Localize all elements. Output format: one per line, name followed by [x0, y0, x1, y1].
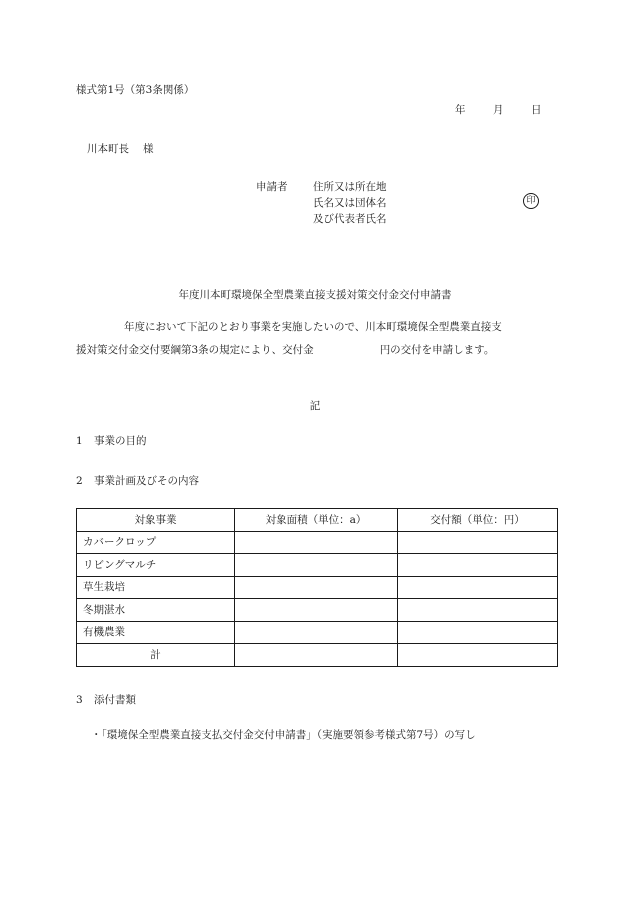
- area-cell[interactable]: [235, 621, 398, 644]
- section-title: 事業の目的: [94, 435, 147, 447]
- table-row: [77, 554, 558, 577]
- table-row: [77, 531, 558, 554]
- table-header-amount: 交付額（単位：円）: [398, 509, 558, 532]
- amount-cell[interactable]: [398, 531, 558, 554]
- section-2-heading: [76, 475, 199, 488]
- applicant-name-label: 氏名又は団体名: [313, 197, 387, 209]
- addressee: [87, 143, 154, 156]
- table-row-label: 草生栽培: [77, 576, 235, 599]
- section-title: 添付書類: [94, 694, 136, 706]
- applicant-address-label: 住所又は所在地: [313, 181, 387, 193]
- body-text-line-1: 年度において下記のとおり事業を実施したいので、川本町環境保全型農業直接支: [124, 321, 502, 333]
- section-title: 事業計画及びその内容: [94, 475, 199, 487]
- table-header-area: 対象面積（単位：a）: [235, 509, 398, 532]
- section-1-heading: [76, 435, 147, 448]
- area-cell[interactable]: [235, 531, 398, 554]
- area-cell[interactable]: [235, 554, 398, 577]
- table-total-label: 計: [77, 644, 235, 667]
- body-text-line-2: [76, 344, 494, 357]
- table-header-row: [77, 509, 558, 532]
- amount-cell[interactable]: [398, 554, 558, 577]
- seal-mark: 印: [523, 193, 539, 209]
- date-year-label: 年: [455, 104, 466, 116]
- section-number: 2: [76, 475, 83, 487]
- body-text-part-a: 援対策交付金交付要綱第3条の規定により、交付金: [76, 344, 314, 356]
- table-row-label: 有機農業: [77, 621, 235, 644]
- amount-cell[interactable]: [398, 621, 558, 644]
- section-number: 3: [76, 694, 83, 706]
- body-text-part-b: 円の交付を申請します。: [379, 344, 495, 356]
- table-row: [77, 599, 558, 622]
- table-row: [77, 576, 558, 599]
- section-3-heading: [76, 694, 136, 707]
- document-title: 年度川本町環境保全型農業直接支援対策交付金交付申請書: [178, 289, 452, 301]
- form-number: 様式第1号（第3条関係）: [76, 84, 195, 96]
- section-number: 1: [76, 435, 83, 447]
- date-day-label: 日: [531, 104, 542, 116]
- table-header-project: 対象事業: [77, 509, 235, 532]
- area-total-cell[interactable]: [235, 644, 398, 667]
- area-cell[interactable]: [235, 599, 398, 622]
- applicant-representative-label: 及び代表者氏名: [313, 213, 387, 225]
- applicant-label: 申請者: [256, 181, 288, 193]
- addressee-honorific: 様: [143, 143, 154, 155]
- amount-cell[interactable]: [398, 576, 558, 599]
- amount-total-cell[interactable]: [398, 644, 558, 667]
- addressee-name: 川本町長: [87, 143, 129, 155]
- table-row-label: リビングマルチ: [77, 554, 235, 577]
- date-month-label: 月: [493, 104, 504, 116]
- table-row: [77, 621, 558, 644]
- ki-heading: 記: [309, 400, 321, 412]
- table-row-label: 冬期湛水: [77, 599, 235, 622]
- attachment-item: ・「環境保全型農業直接支払交付金交付申請書」（実施要領参考様式第7号）の写し: [91, 729, 476, 741]
- area-cell[interactable]: [235, 576, 398, 599]
- project-plan-table: [76, 508, 558, 667]
- table-row-label: カバークロップ: [77, 531, 235, 554]
- amount-cell[interactable]: [398, 599, 558, 622]
- table-total-row: [77, 644, 558, 667]
